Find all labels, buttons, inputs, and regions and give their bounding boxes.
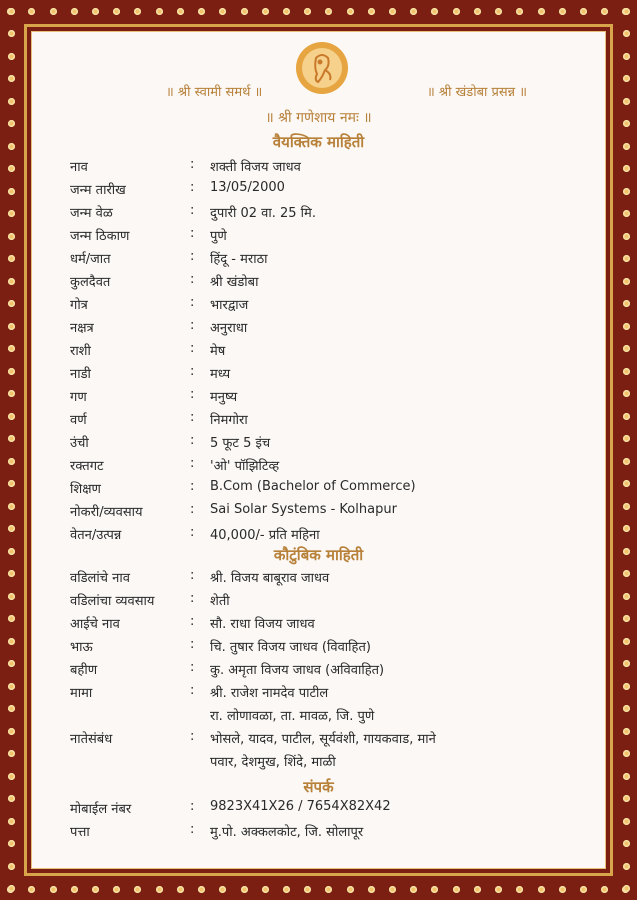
border-dot bbox=[623, 75, 630, 82]
border-dot bbox=[580, 8, 587, 15]
personal-row bbox=[70, 295, 590, 317]
border-dot bbox=[623, 705, 630, 712]
border-dot bbox=[623, 368, 630, 375]
border-dot bbox=[8, 570, 15, 577]
border-dot bbox=[623, 750, 630, 757]
border-dot bbox=[8, 728, 15, 735]
border-dot bbox=[8, 300, 15, 307]
row-label: जन्म वेळ bbox=[70, 206, 113, 221]
personal-row bbox=[70, 157, 590, 179]
family-row bbox=[70, 683, 590, 705]
border-dot bbox=[134, 8, 141, 15]
family-row bbox=[70, 591, 590, 613]
row-label: गण bbox=[70, 390, 87, 405]
border-dot bbox=[8, 210, 15, 217]
border-dot bbox=[8, 795, 15, 802]
border-dot bbox=[8, 98, 15, 105]
border-dot bbox=[474, 8, 481, 15]
border-dot bbox=[495, 886, 502, 893]
border-dot bbox=[601, 8, 608, 15]
border-dot bbox=[113, 886, 120, 893]
row-colon: : bbox=[190, 249, 195, 264]
row-label: नक्षत्र bbox=[70, 321, 94, 336]
row-colon: : bbox=[190, 525, 195, 540]
contact-row bbox=[70, 799, 590, 821]
border-dot bbox=[8, 75, 15, 82]
border-dot bbox=[538, 886, 545, 893]
border-dot bbox=[623, 120, 630, 127]
row-colon: : bbox=[190, 799, 195, 814]
border-dot bbox=[623, 795, 630, 802]
row-label: नाडी bbox=[70, 367, 91, 382]
personal-row bbox=[70, 180, 590, 202]
border-dot bbox=[623, 638, 630, 645]
header-right-text: ॥ श्री खंडोबा प्रसन्न ॥ bbox=[426, 85, 527, 100]
row-label: वडिलांचे नाव bbox=[70, 571, 130, 586]
border-dot bbox=[198, 886, 205, 893]
border-dot bbox=[623, 458, 630, 465]
row-label: भाऊ bbox=[70, 640, 93, 655]
row-colon: : bbox=[190, 157, 195, 172]
border-dot bbox=[559, 886, 566, 893]
border-dot bbox=[8, 615, 15, 622]
border-dot bbox=[71, 886, 78, 893]
row-colon: : bbox=[190, 502, 195, 517]
row-label: मामा bbox=[70, 686, 93, 701]
border-dot bbox=[623, 98, 630, 105]
border-dot bbox=[516, 8, 523, 15]
subtitle: ॥ श्री गणेशाय नमः ॥ bbox=[265, 110, 372, 126]
row-label: जन्म तारीख bbox=[70, 183, 126, 198]
row-label: पत्ता bbox=[70, 825, 90, 840]
personal-row bbox=[70, 479, 590, 501]
row-colon: : bbox=[190, 729, 195, 744]
border-dot bbox=[623, 525, 630, 532]
border-dot bbox=[28, 8, 35, 15]
row-label: रक्तगट bbox=[70, 459, 104, 474]
row-value: कु. अमृता विजय जाधव (अविवाहित) bbox=[210, 663, 385, 678]
border-dot bbox=[623, 143, 630, 150]
border-dot bbox=[50, 886, 57, 893]
personal-row bbox=[70, 318, 590, 340]
border-dot bbox=[283, 8, 290, 15]
row-value: मनुष्य bbox=[210, 390, 238, 405]
row-colon: : bbox=[190, 614, 195, 629]
row-colon: : bbox=[190, 683, 195, 698]
border-dot bbox=[8, 525, 15, 532]
border-dot bbox=[8, 368, 15, 375]
row-colon: : bbox=[190, 568, 195, 583]
row-value: 'ओ' पॉझिटिव्ह bbox=[210, 459, 280, 474]
border-dot bbox=[623, 8, 630, 15]
row-colon: : bbox=[190, 822, 195, 837]
border-dot bbox=[241, 8, 248, 15]
border-dot bbox=[8, 255, 15, 262]
family-row bbox=[70, 660, 590, 682]
row-value: मेष bbox=[210, 344, 226, 359]
border-dot bbox=[623, 345, 630, 352]
personal-row bbox=[70, 525, 590, 547]
border-dot bbox=[156, 8, 163, 15]
border-dot bbox=[8, 8, 15, 15]
border-dot bbox=[623, 480, 630, 487]
border-dot bbox=[8, 863, 15, 870]
border-dot bbox=[28, 886, 35, 893]
border-dot bbox=[8, 705, 15, 712]
border-dot bbox=[8, 435, 15, 442]
border-dot bbox=[71, 8, 78, 15]
biodata-content bbox=[38, 36, 599, 864]
border-dot bbox=[325, 886, 332, 893]
row-value: शेती bbox=[210, 594, 230, 609]
personal-row bbox=[70, 364, 590, 386]
section-title-contact: संपर्क bbox=[303, 778, 334, 796]
personal-row bbox=[70, 226, 590, 248]
border-dot bbox=[156, 886, 163, 893]
border-dot bbox=[495, 8, 502, 15]
row-label: उंची bbox=[70, 436, 89, 451]
border-dot bbox=[347, 886, 354, 893]
border-dot bbox=[389, 886, 396, 893]
family-row bbox=[70, 614, 590, 636]
row-value: 5 फूट 5 इंच bbox=[210, 436, 271, 451]
border-dot bbox=[623, 300, 630, 307]
border-dot bbox=[623, 615, 630, 622]
border-dot bbox=[304, 886, 311, 893]
border-dot bbox=[623, 278, 630, 285]
border-dot bbox=[623, 840, 630, 847]
border-dot bbox=[580, 886, 587, 893]
contact-row bbox=[70, 822, 590, 844]
row-value: B.Com (Bachelor of Commerce) bbox=[210, 479, 416, 494]
border-dot bbox=[474, 886, 481, 893]
border-dot bbox=[8, 345, 15, 352]
border-dot bbox=[623, 413, 630, 420]
row-value: दुपारी 02 वा. 25 मि. bbox=[210, 206, 316, 221]
border-dot bbox=[347, 8, 354, 15]
personal-row bbox=[70, 203, 590, 225]
row-label: मोबाईल नंबर bbox=[70, 802, 132, 817]
border-dot bbox=[8, 390, 15, 397]
border-dot bbox=[623, 390, 630, 397]
border-dot bbox=[8, 593, 15, 600]
border-dot bbox=[623, 885, 630, 892]
row-value: 9823X41X26 / 7654X82X42 bbox=[210, 799, 391, 814]
row-colon: : bbox=[190, 295, 195, 310]
row-label: राशी bbox=[70, 344, 91, 359]
row-label: बहीण bbox=[70, 663, 98, 678]
row-colon: : bbox=[190, 226, 195, 241]
row-value: सौ. राधा विजय जाधव bbox=[210, 617, 315, 632]
border-dot bbox=[92, 886, 99, 893]
personal-row bbox=[70, 272, 590, 294]
row-label: नोकरी/व्यवसाय bbox=[70, 505, 143, 520]
row-value: अनुराधा bbox=[210, 321, 248, 336]
border-dot bbox=[623, 660, 630, 667]
row-value: 13/05/2000 bbox=[210, 180, 285, 195]
row-label: वडिलांचा व्यवसाय bbox=[70, 594, 155, 609]
row-value: 40,000/- प्रति महिना bbox=[210, 528, 320, 543]
border-dot bbox=[623, 728, 630, 735]
border-dot bbox=[92, 8, 99, 15]
row-value: श्री. विजय बाबूराव जाधव bbox=[210, 571, 330, 586]
row-value: चि. तुषार विजय जाधव (विवाहित) bbox=[210, 640, 371, 655]
border-dot bbox=[623, 30, 630, 37]
border-dot bbox=[453, 8, 460, 15]
border-dot bbox=[8, 53, 15, 60]
border-dot bbox=[623, 548, 630, 555]
border-dot bbox=[410, 8, 417, 15]
personal-row bbox=[70, 456, 590, 478]
row-value: पुणे bbox=[210, 229, 227, 244]
personal-row bbox=[70, 433, 590, 455]
family-row bbox=[70, 568, 590, 590]
border-dot bbox=[8, 885, 15, 892]
row-colon: : bbox=[190, 637, 195, 652]
border-dot bbox=[8, 233, 15, 240]
border-dot bbox=[410, 886, 417, 893]
border-dot bbox=[177, 8, 184, 15]
row-label: वेतन/उत्पन्न bbox=[70, 528, 122, 543]
border-dot bbox=[8, 503, 15, 510]
border-dot bbox=[8, 143, 15, 150]
row-value-line2: रा. लोणावळा, ता. मावळ, जि. पुणे bbox=[210, 709, 375, 724]
personal-row bbox=[70, 410, 590, 432]
border-dot bbox=[198, 8, 205, 15]
row-label: गोत्र bbox=[70, 298, 88, 313]
border-dot bbox=[8, 30, 15, 37]
border-dot bbox=[623, 593, 630, 600]
row-value-line2: पवार, देशमुख, शिंदे, माळी bbox=[210, 755, 336, 770]
row-colon: : bbox=[190, 433, 195, 448]
border-dot bbox=[8, 818, 15, 825]
border-dot bbox=[538, 8, 545, 15]
border-dot bbox=[623, 323, 630, 330]
family-row bbox=[70, 729, 590, 751]
border-dot bbox=[262, 8, 269, 15]
border-dot bbox=[8, 165, 15, 172]
border-dot bbox=[368, 886, 375, 893]
border-dot bbox=[8, 413, 15, 420]
border-dot bbox=[623, 570, 630, 577]
row-value: निमगोरा bbox=[210, 413, 248, 428]
border-dot bbox=[8, 323, 15, 330]
row-label: नातेसंबंध bbox=[70, 732, 113, 747]
border-dot bbox=[8, 278, 15, 285]
row-value: भोसले, यादव, पाटील, सूर्यवंशी, गायकवाड, माने bbox=[210, 732, 436, 747]
row-colon: : bbox=[190, 387, 195, 402]
row-value: हिंदू - मराठा bbox=[210, 252, 268, 267]
border-dot bbox=[8, 188, 15, 195]
border-dot bbox=[623, 255, 630, 262]
border-dot bbox=[304, 8, 311, 15]
row-colon: : bbox=[190, 180, 195, 195]
border-dot bbox=[8, 840, 15, 847]
border-dot bbox=[453, 886, 460, 893]
family-row-continuation bbox=[70, 706, 590, 728]
border-dot bbox=[516, 886, 523, 893]
border-dot bbox=[283, 886, 290, 893]
row-colon: : bbox=[190, 318, 195, 333]
row-value: श्री. राजेश नामदेव पाटील bbox=[210, 686, 329, 701]
border-dot bbox=[623, 210, 630, 217]
border-dot bbox=[623, 233, 630, 240]
border-dot bbox=[262, 886, 269, 893]
border-dot bbox=[623, 818, 630, 825]
border-dot bbox=[8, 683, 15, 690]
row-label: धर्म/जात bbox=[70, 252, 111, 267]
border-dot bbox=[623, 165, 630, 172]
border-dot bbox=[177, 886, 184, 893]
row-colon: : bbox=[190, 479, 195, 494]
row-value: भारद्वाज bbox=[210, 298, 249, 313]
border-dot bbox=[601, 886, 608, 893]
border-dot bbox=[368, 8, 375, 15]
border-dot bbox=[325, 8, 332, 15]
row-label: वर्ण bbox=[70, 413, 87, 428]
row-label: कुलदैवत bbox=[70, 275, 111, 290]
row-colon: : bbox=[190, 591, 195, 606]
border-dot bbox=[623, 503, 630, 510]
border-dot bbox=[559, 8, 566, 15]
row-colon: : bbox=[190, 660, 195, 675]
border-dot bbox=[623, 188, 630, 195]
row-value: मध्य bbox=[210, 367, 231, 382]
personal-row bbox=[70, 502, 590, 524]
border-dot bbox=[219, 886, 226, 893]
border-dot bbox=[8, 750, 15, 757]
row-label: शिक्षण bbox=[70, 482, 101, 497]
row-value: Sai Solar Systems - Kolhapur bbox=[210, 502, 397, 517]
family-row bbox=[70, 637, 590, 659]
row-colon: : bbox=[190, 410, 195, 425]
border-dot bbox=[8, 120, 15, 127]
row-label: आईचे नाव bbox=[70, 617, 120, 632]
border-dot bbox=[623, 683, 630, 690]
border-dots-right bbox=[615, 0, 637, 900]
ganesha-icon bbox=[292, 38, 352, 98]
border-dots-bottom bbox=[0, 878, 637, 900]
border-dot bbox=[623, 53, 630, 60]
row-colon: : bbox=[190, 203, 195, 218]
border-dot bbox=[241, 886, 248, 893]
border-dots-left bbox=[0, 0, 22, 900]
border-dot bbox=[431, 8, 438, 15]
border-dot bbox=[8, 480, 15, 487]
border-dot bbox=[623, 863, 630, 870]
section-title-family: कौटुंबिक माहिती bbox=[273, 546, 364, 564]
border-dot bbox=[8, 458, 15, 465]
header-left-text: ॥ श्री स्वामी समर्थ ॥ bbox=[166, 85, 263, 100]
border-dot bbox=[8, 638, 15, 645]
border-dot bbox=[623, 435, 630, 442]
personal-row bbox=[70, 249, 590, 271]
border-dot bbox=[431, 886, 438, 893]
row-label: जन्म ठिकाण bbox=[70, 229, 130, 244]
border-dot bbox=[389, 8, 396, 15]
border-dot bbox=[623, 773, 630, 780]
row-colon: : bbox=[190, 341, 195, 356]
row-label: नाव bbox=[70, 160, 88, 175]
row-colon: : bbox=[190, 364, 195, 379]
row-value: मु.पो. अक्कलकोट, जि. सोलापूर bbox=[210, 825, 364, 840]
border-dots-top bbox=[0, 0, 637, 22]
personal-row bbox=[70, 341, 590, 363]
border-dot bbox=[8, 773, 15, 780]
border-dot bbox=[113, 8, 120, 15]
row-value: श्री खंडोबा bbox=[210, 275, 259, 290]
border-dot bbox=[8, 660, 15, 667]
border-dot bbox=[219, 8, 226, 15]
row-value: शक्ती विजय जाधव bbox=[210, 160, 301, 175]
row-colon: : bbox=[190, 456, 195, 471]
row-colon: : bbox=[190, 272, 195, 287]
border-dot bbox=[50, 8, 57, 15]
border-dot bbox=[134, 886, 141, 893]
border-dot bbox=[8, 548, 15, 555]
family-row-continuation bbox=[70, 752, 590, 774]
section-title-personal: वैयक्तिक माहिती bbox=[272, 133, 365, 151]
personal-row bbox=[70, 387, 590, 409]
